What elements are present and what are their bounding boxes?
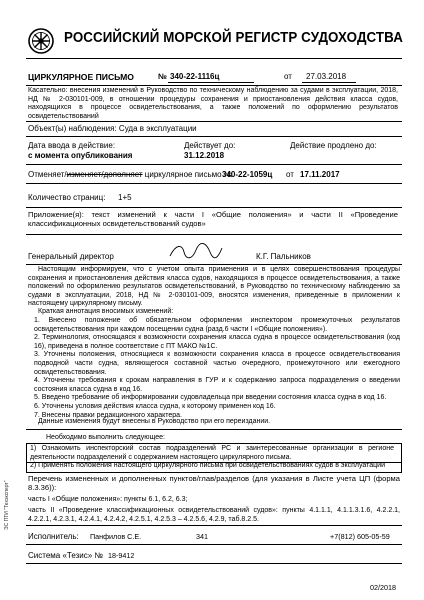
valid-label: Действует до: xyxy=(184,141,236,150)
cancels-number: 340-22-1059ц xyxy=(222,170,273,179)
executor-label: Исполнитель: xyxy=(28,532,79,541)
object-value: Суда в эксплуатации xyxy=(118,124,197,133)
list-item: 2. Терминология, относящаяся к возможности сохранения класса судна в процессе освидетельствования (код 16), приведена в полное соответствие с ПТ МАКО №1С. xyxy=(34,334,400,350)
summary-label: Краткая аннотация вносимых изменений: xyxy=(38,308,174,315)
date-underline xyxy=(302,82,356,83)
concerning-label: Касательно: xyxy=(28,87,68,94)
circular-number: 340-22-1116ц xyxy=(170,72,220,81)
executor-ext: 341 xyxy=(196,532,208,541)
signature-divider xyxy=(26,264,402,265)
concerning-block xyxy=(28,87,398,121)
list-item: 1. Внесено положение об обязательном оформлении инспектором промежуточных результатов освидетельствования при каждом посещении судна (разд.6 части I «Общие положения»). xyxy=(34,317,400,333)
signature-icon xyxy=(166,240,226,262)
signature-name: К.Г. Пальников xyxy=(256,252,311,261)
system-number: 18-9412 xyxy=(108,551,135,560)
action-item-1: 1) Ознакомить инспекторский состав подразделений РС и заинтересованные организации в регионе деятельности подразделений с содержанием настоящего циркулярного письма. xyxy=(30,445,394,461)
circular-date-label: от xyxy=(284,72,292,81)
org-name: РОССИЙСКИЙ МОРСКОЙ РЕГИСТР СУДОХОДСТВА xyxy=(64,30,403,46)
cancels-strike2: дополняет xyxy=(103,170,143,179)
object-label: Объект(ы) наблюдения: xyxy=(28,124,117,133)
dates-divider xyxy=(26,164,402,165)
executor-divider xyxy=(26,544,402,545)
circular-title: ЦИРКУЛЯРНОЕ ПИСЬМО xyxy=(28,72,134,82)
attachment-divider xyxy=(26,234,402,235)
extend-label: Действие продлено до: xyxy=(290,141,377,150)
body-divider xyxy=(26,429,402,430)
action-item-2: 2) Применять положения настоящего циркулярного письма при освидетельствованиях судов в эксплуатации xyxy=(30,462,385,469)
object-line xyxy=(28,124,197,134)
cancels-prefix: Отменяет/ xyxy=(28,170,67,179)
changes-summary-list xyxy=(34,317,400,420)
body-intro: Настоящим информируем, что с учетом опыта применения и в целях совершенствования процедуры сохранения и приостановления действия класса судов, находящихся в процессе освидетельствования, а также положений по оформлению результатов освидетельствований, в Руководство по техническому наблюдению за судами в эксплуатации, 2018, НД № 2-030101-009, вносятся изменения, приведенные в приложении к настоящему циркулярному письму. xyxy=(28,266,400,308)
system-label: Система «Тезис» № xyxy=(28,551,103,560)
pages-value: 1+5 xyxy=(118,193,132,202)
header-divider xyxy=(26,58,402,59)
changes-part1: часть I «Общие положения»: пункты 6.1, 6.2, 6.3; xyxy=(28,496,188,503)
circular-date: 27.03.2018 xyxy=(306,72,347,81)
cancels-divider xyxy=(26,183,402,184)
list-item: 4. Уточнены требования к срокам направления в ГУР и к содержанию запроса подразделения о введении состояния класса судна в код 16. xyxy=(34,377,400,393)
executor-phone: +7(812) 605-05-59 xyxy=(330,532,390,541)
sidebar-watermark: ЭС ПТИ "Техэксперт" xyxy=(4,480,10,530)
concerning-text: внесения изменений в Руководство по техническому наблюдению за судами в эксплуатации, 2018, НД № 2-030101-009, в отношении процедуры сохранения и приостановления действия класса судов, находящихся в процессе освидетельствования, а также положений по оформлению результатов освидетельствований xyxy=(28,87,398,120)
changes-divider xyxy=(26,525,402,526)
cancels-strike1: изменяет/ xyxy=(66,170,104,179)
title-divider xyxy=(26,85,402,86)
cancels-line xyxy=(28,170,232,180)
changes-part2: часть II «Проведение классификационных освидетельствований судов»: пункты 4.1.1.1, 4.1.1.3.1.6, 4.2.2.1, 4.2.2.1, 4.2.3.1, 4.2.4.1, 4.2.4.2, 4.2.5.1, 4.2.5.3 – 4.2.5.6, 4.2.9, таб.8.2.5. xyxy=(28,507,400,523)
cancels-middle: циркулярное письмо № xyxy=(144,170,233,179)
system-divider xyxy=(26,563,402,564)
rs-logo-icon xyxy=(28,28,54,54)
pages-label: Количество страниц: xyxy=(28,193,106,202)
circular-number-label: № xyxy=(158,72,167,81)
cancels-from-label: от xyxy=(286,170,294,179)
concerning-divider xyxy=(26,121,402,122)
cancels-date: 17.11.2017 xyxy=(300,170,340,179)
object-divider xyxy=(26,136,402,137)
form-code: 02/2018 xyxy=(370,583,396,592)
number-underline xyxy=(168,82,254,83)
list-item: 6. Уточнены условия действия класса судна, к которому применен код 16. xyxy=(34,402,276,410)
executor-name: Панфилов С.Е. xyxy=(90,532,142,541)
actions-label: Необходимо выполнить следующее: xyxy=(46,434,165,441)
list-item: 5. Введено требование об информировании судовладельца при введении состояния класса судна в код 16. xyxy=(34,394,387,402)
pages-divider xyxy=(26,207,402,208)
signature-role: Генеральный директор xyxy=(28,252,114,261)
list-item: 7. Внесены правки редакционного характера. xyxy=(34,411,182,419)
changes-list-title: Перечень измененных и дополненных пунктов/глав/разделов (для указания в Листе учета ЦП (форма 8.3.36)): xyxy=(28,474,400,493)
attachment-text: Приложение(я): текст изменений к части I «Общие положения» и части II «Проведение классификационных освидетельствований судов» xyxy=(28,210,398,229)
body-closing: Данные изменения будут внесены в Руководство при его переиздании. xyxy=(38,418,271,425)
valid-value: 31.12.2018 xyxy=(184,151,225,160)
entry-value: с момента опубликования xyxy=(28,151,133,160)
list-item: 3. Уточнены положения, относящиеся к возможности сохранения класса в процессе освидетельствования подводной части судна, являющегося составной частью очередного, промежуточного или ежегодного освидетельствования. xyxy=(34,351,400,376)
entry-label: Дата ввода в действие: xyxy=(28,141,116,150)
